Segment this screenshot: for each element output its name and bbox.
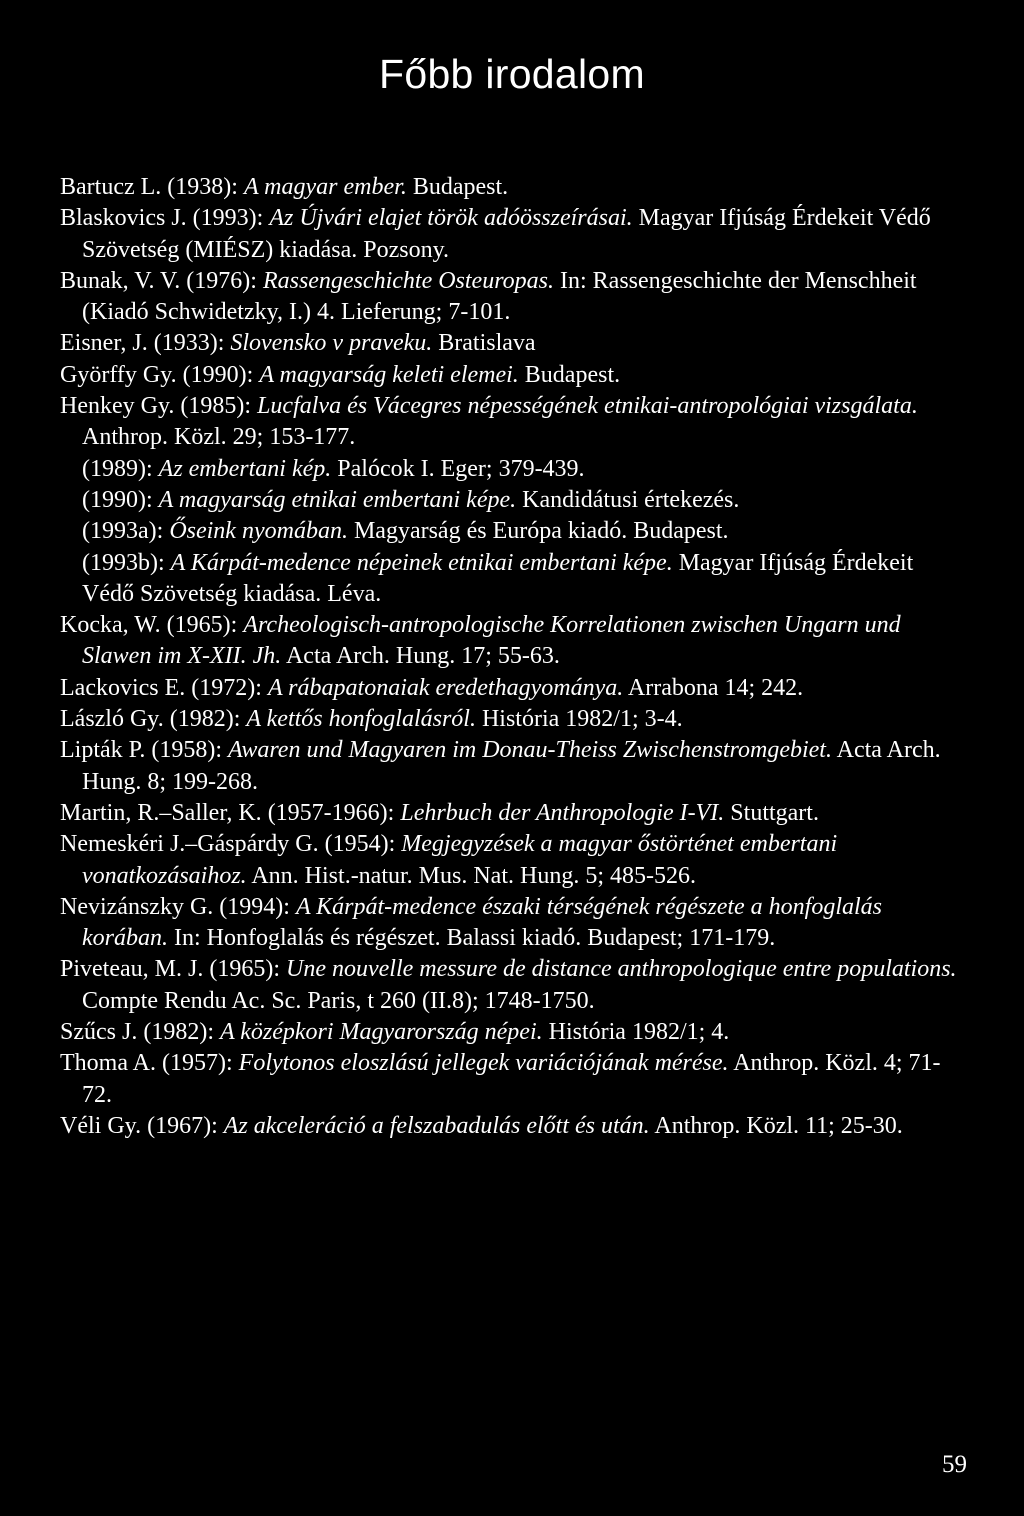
reference-year: (1957): xyxy=(156,1050,239,1077)
reference-entry xyxy=(60,892,965,955)
reference-details: Compte Rendu Ac. Sc. Paris, t 260 (II.8); 1748-1750. xyxy=(82,987,595,1014)
reference-details: In: Rassengeschichte der Menschheit (Kiadó Schwidetzky, I.) 4. Lieferung; 7-101. xyxy=(82,267,917,326)
reference-details: Budapest. xyxy=(406,174,509,200)
reference-year: (1993a): xyxy=(82,518,170,545)
reference-details: Stuttgart. xyxy=(724,799,819,826)
reference-author: Henkey Gy. xyxy=(60,393,175,420)
reference-year: (1990): xyxy=(82,486,159,513)
reference-author: Györffy Gy. xyxy=(60,361,177,388)
page-title: Főbb irodalom xyxy=(379,51,645,97)
reference-author: Bunak, V. V. xyxy=(60,267,181,294)
reference-author: Lipták P. xyxy=(60,737,146,764)
reference-title: Megjegyzések a magyar őstörténet embertani vonatkozásaihoz. xyxy=(82,831,838,889)
reference-year: (1938): xyxy=(161,174,244,200)
reference-details: Bratislava xyxy=(432,330,536,357)
reference-title: Rassengeschichte Osteuropas. xyxy=(262,267,554,294)
reference-title: Az akceleráció a felszabadulás előtt és után. xyxy=(223,1112,650,1139)
reference-details: Acta Arch. Hung. 17; 55-63. xyxy=(281,643,560,670)
reference-year: (1989): xyxy=(82,455,159,482)
reference-entry xyxy=(60,360,965,391)
reference-title: Lehrbuch der Anthropologie I-VI. xyxy=(400,799,725,826)
reference-author: Bartucz L. xyxy=(60,174,162,200)
reference-title: A rábapatonaiak eredethagyománya. xyxy=(267,674,624,701)
reference-title: A középkori Magyarország népei. xyxy=(220,1019,543,1046)
reference-details: Magyarság és Európa kiadó. Budapest. xyxy=(347,518,729,545)
reference-author: Eisner, J. xyxy=(60,330,148,357)
reference-list xyxy=(60,172,965,1142)
reference-entry xyxy=(60,673,965,704)
reference-entry xyxy=(60,172,965,203)
reference-details: Budapest. xyxy=(518,361,621,388)
reference-entry xyxy=(60,1111,965,1142)
reference-details: Acta Arch. Hung. 8; 199-268. xyxy=(82,737,941,795)
page-number: 59 xyxy=(942,1451,967,1478)
reference-year: (1982): xyxy=(137,1019,220,1046)
reference-title: Őseink nyomában. xyxy=(169,518,348,545)
reference-entry xyxy=(60,548,965,611)
reference-author: Véli Gy. xyxy=(60,1112,142,1139)
reference-entry xyxy=(60,829,965,892)
reference-details: Ann. Hist.-natur. Mus. Nat. Hung. 5; 485-526. xyxy=(246,862,696,889)
reference-entry xyxy=(60,1017,965,1048)
reference-entry xyxy=(60,954,965,1017)
reference-entry xyxy=(60,391,965,454)
reference-details: Palócok I. Eger; 379-439. xyxy=(331,455,585,482)
reference-year: (1994): xyxy=(213,893,296,920)
reference-entry xyxy=(60,516,965,547)
reference-year: (1990): xyxy=(176,361,260,388)
reference-details: Anthrop. Közl. 4; 71-72. xyxy=(82,1050,941,1108)
reference-author: Piveteau, M. J. xyxy=(60,956,204,983)
reference-year: (1958): xyxy=(145,737,228,764)
reference-title: A magyarság keleti elemei. xyxy=(259,361,519,388)
reference-year: (1976): xyxy=(180,267,263,294)
reference-year: (1993b): xyxy=(82,549,171,576)
reference-author: Kocka, W. xyxy=(60,612,161,639)
reference-author: Nemeskéri J.–Gáspárdy G. xyxy=(60,831,319,858)
reference-title: A magyar ember. xyxy=(243,174,407,200)
reference-year: (1957-1966): xyxy=(261,799,401,826)
reference-title: A Kárpát-medence északi térségének régészete a honfoglalás korában. xyxy=(82,893,883,952)
reference-entry xyxy=(60,266,965,329)
reference-author: Blaskovics J. xyxy=(60,205,187,232)
reference-entry xyxy=(60,704,965,735)
reference-year: (1933): xyxy=(147,330,231,357)
reference-year: (1965): xyxy=(203,956,286,983)
reference-year: (1993): xyxy=(186,205,270,232)
reference-title: Archeologisch-antropologische Korrelationen zwischen Ungarn und Slawen im X-XII. Jh. xyxy=(82,612,901,670)
reference-year: (1982): xyxy=(163,706,247,733)
reference-details: In: Honfoglalás és régészet. Balassi kiadó. Budapest; 171-179. xyxy=(168,925,776,952)
reference-details: Kandidátusi értekezés. xyxy=(516,486,740,513)
reference-author: Thoma A. xyxy=(60,1050,156,1077)
reference-details: Magyar Ifjúság Érdekeit Védő Szövetség (MIÉSZ) kiadása. Pozsony. xyxy=(82,205,931,263)
reference-title: Az Újvári elajet török adóösszeírásai. xyxy=(269,205,633,232)
reference-year: (1972): xyxy=(185,674,268,701)
reference-details: Anthrop. Közl. 29; 153-177. xyxy=(82,424,356,451)
reference-details: Anthrop. Közl. 11; 25-30. xyxy=(649,1112,903,1139)
reference-entry xyxy=(60,610,965,673)
reference-author: Szűcs J. xyxy=(60,1019,138,1046)
reference-title: A magyarság etnikai embertani képe. xyxy=(158,486,517,513)
reference-details: Arrabona 14; 242. xyxy=(623,674,804,701)
reference-title: Une nouvelle messure de distance anthropologique entre populations. xyxy=(285,956,957,983)
reference-year: (1985): xyxy=(174,393,258,420)
reference-year: (1965): xyxy=(160,612,244,639)
reference-entry xyxy=(60,454,965,485)
reference-title: Folytonos eloszlású jellegek variációjának mérése. xyxy=(238,1050,729,1077)
reference-title: Az embertani kép. xyxy=(158,455,332,482)
reference-title: Lucfalva és Vácegres népességének etnikai-antropológiai vizsgálata. xyxy=(257,393,918,420)
reference-entry xyxy=(60,735,965,798)
reference-entry xyxy=(60,1048,965,1111)
reference-title: A Kárpát-medence népeinek etnikai embertani képe. xyxy=(170,549,673,576)
reference-author: Martin, R.–Saller, K. xyxy=(60,799,262,826)
reference-author: Lackovics E. xyxy=(60,674,186,701)
reference-details: História 1982/1; 4. xyxy=(542,1019,730,1046)
reference-title: A kettős honfoglalásról. xyxy=(246,706,476,733)
reference-entry xyxy=(60,485,965,516)
reference-author: László Gy. xyxy=(60,706,164,733)
reference-year: (1967): xyxy=(141,1112,224,1139)
reference-entry xyxy=(60,328,965,359)
reference-details: História 1982/1; 3-4. xyxy=(475,706,683,733)
reference-details: Magyar Ifjúság Érdekeit Védő Szövetség kiadása. Léva. xyxy=(82,549,914,607)
reference-entry xyxy=(60,798,965,829)
reference-year: (1954): xyxy=(318,831,402,858)
reference-author: Nevizánszky G. xyxy=(60,893,214,920)
reference-entry xyxy=(60,203,965,266)
reference-title: Awaren und Magyaren im Donau-Theiss Zwischenstromgebiet. xyxy=(228,737,832,764)
reference-title: Slovensko v praveku. xyxy=(230,330,433,357)
